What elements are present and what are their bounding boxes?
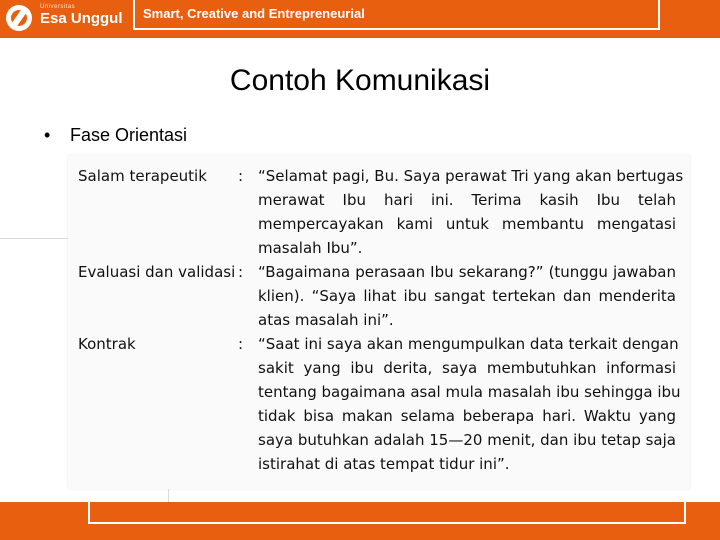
text-line: atas masalah ini”.: [258, 311, 394, 329]
row-text: [258, 260, 676, 332]
row-colon: :: [238, 263, 244, 281]
row-label: Salam terapeutik: [78, 167, 207, 185]
text-line: sakit yang ibu derita, saya membutuhkan informasi: [258, 359, 676, 377]
communication-table: [68, 155, 690, 489]
row-colon: :: [238, 167, 244, 185]
row-label: Kontrak: [78, 335, 136, 353]
text-line: “Selamat pagi, Bu. Saya perawat Tri yang akan bertugas: [258, 167, 684, 185]
row-label: Evaluasi dan validasi: [78, 263, 236, 281]
text-line: istirahat di atas tempat tidur ini”.: [258, 455, 510, 473]
text-line: “Saat ini saya akan mengumpulkan data terkait dengan: [258, 335, 679, 353]
text-line: saya butuhkan adalah 15—20 menit, dan ibu tetap saja: [258, 431, 676, 449]
footer-frame: [88, 502, 686, 524]
header-bar: [0, 0, 720, 38]
decorative-line: [0, 238, 70, 239]
bullet-text: Fase Orientasi: [70, 125, 188, 145]
text-line: tentang bagaimana asal mula masalah ibu sehingga ibu: [258, 383, 681, 401]
row-colon: :: [238, 335, 244, 353]
text-line: “Bagaimana perasaan Ibu sekarang?” (tunggu jawaban: [258, 263, 676, 281]
logo-emblem-icon: [6, 5, 32, 31]
text-line: merawat Ibu hari ini. Terima kasih Ibu telah: [258, 191, 676, 209]
bullet-icon: •: [44, 125, 51, 145]
text-line: klien). “Saya lihat ibu sangat tertekan dan menderita: [258, 287, 676, 305]
row-text: [258, 332, 681, 476]
logo-text: Esa Unggul: [40, 10, 123, 27]
row-text: [258, 164, 684, 260]
text-line: masalah Ibu”.: [258, 239, 363, 257]
text-line: tidak bisa makan selama beberapa hari. Waktu yang: [258, 407, 676, 425]
university-logo: [0, 0, 128, 38]
slide-title: Contoh Komunikasi: [229, 64, 491, 97]
tagline: Smart, Creative and Entrepreneurial: [143, 6, 365, 21]
bullet-item: [44, 125, 187, 146]
text-line: mempercayakan kami untuk membantu mengatasi: [258, 215, 676, 233]
logo-subtext: Universitas: [40, 4, 76, 10]
